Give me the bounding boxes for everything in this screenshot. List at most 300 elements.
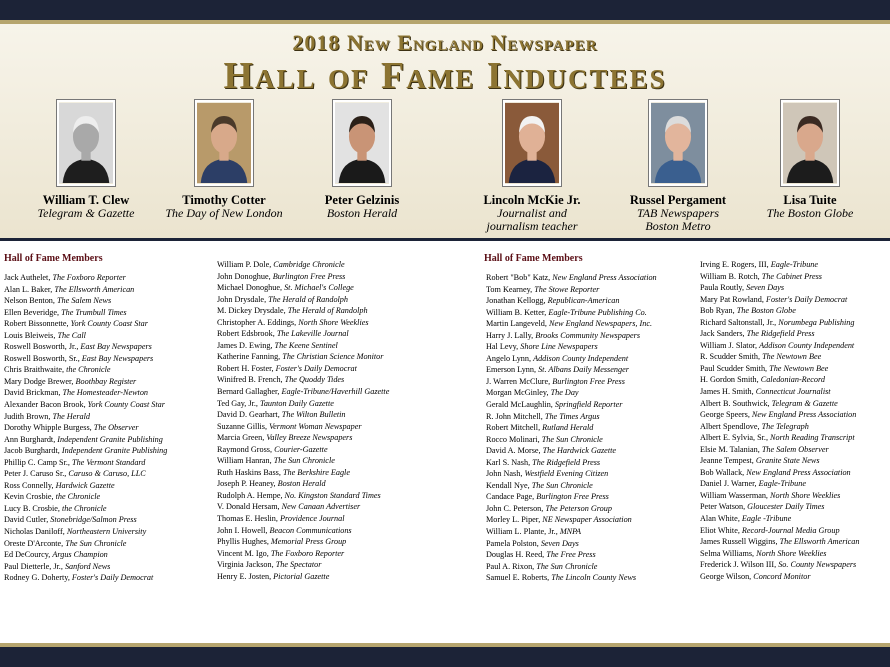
member-entry	[4, 491, 234, 503]
member-publication: York County Coast Star	[87, 400, 165, 410]
member-name: Albert B. Southwick,	[700, 398, 770, 408]
inductee-affiliation: The Boston Globe	[766, 206, 854, 220]
member-publication: Granite State News	[755, 456, 820, 466]
member-name: Ted Gay, Jr.,	[217, 398, 258, 408]
members-column-4	[700, 259, 890, 582]
member-publication: The Salem News	[57, 296, 112, 306]
member-name: David Cutler,	[4, 515, 49, 525]
member-name: John Donoghue,	[217, 271, 271, 281]
inductee-photo	[781, 100, 839, 186]
member-entry	[217, 559, 447, 571]
member-name: Chris Braithwaite,	[4, 365, 65, 375]
member-name: Bob Wallack,	[700, 467, 745, 477]
member-entry	[700, 513, 890, 525]
inductee-photo	[333, 100, 391, 186]
member-name: Nicholas Daniloff,	[4, 527, 65, 537]
inductee-name: Lincoln McKie Jr.	[483, 193, 581, 207]
member-entry	[486, 364, 716, 376]
member-entry	[700, 340, 890, 352]
member-publication: York County Coast Star	[70, 319, 148, 329]
inductee-card	[149, 100, 299, 220]
member-publication: North Shore Weeklies	[756, 548, 827, 558]
member-publication: Vermont Woman Newspaper	[269, 421, 362, 431]
member-publication: North Reading Transcript	[770, 433, 855, 443]
member-name: Robert H. Foster,	[217, 363, 274, 373]
member-name: J. Warren McClure,	[486, 376, 551, 386]
member-publication: Telegram & Gazette	[771, 398, 838, 408]
member-publication: The Wilton Bulletin	[281, 410, 346, 420]
member-entry	[217, 444, 447, 456]
member-publication: Westfield Evening Citizen	[524, 469, 609, 479]
member-publication: Eagle-Tribune	[758, 479, 806, 489]
member-name: Roswell Bosworth, Sr.,	[4, 353, 80, 363]
member-name: Ruth Haskins Bass,	[217, 467, 281, 477]
member-entry	[4, 457, 234, 469]
inductee-card	[603, 100, 753, 233]
member-entry	[486, 387, 716, 399]
member-entry	[486, 353, 716, 365]
member-publication: Shore Line Newspapers	[520, 342, 598, 352]
member-name: William L. Plante, Jr.,	[486, 527, 558, 537]
member-publication: The Sun Chronicle	[541, 434, 603, 444]
member-entry	[4, 399, 234, 411]
member-name: Henry E. Josten,	[217, 571, 272, 581]
member-publication: The Boston Globe	[736, 306, 796, 316]
member-entry	[700, 363, 890, 375]
member-publication: St. Albans Daily Messenger	[538, 365, 629, 375]
member-publication: the Chronicle	[66, 365, 111, 375]
member-name: Hal Levy,	[486, 342, 519, 352]
member-entry	[217, 501, 447, 513]
member-name: Bernard Gallagher,	[217, 387, 280, 397]
member-name: Gerald McLaughlin,	[486, 400, 553, 410]
member-name: Christopher A. Eddings,	[217, 317, 297, 327]
member-entry	[4, 307, 234, 319]
member-entry	[700, 398, 890, 410]
member-publication: The Foxboro Reporter	[52, 273, 126, 282]
member-entry	[217, 409, 447, 421]
member-entry	[217, 328, 447, 340]
member-publication: New Canaan Advertiser	[281, 502, 361, 512]
member-entry	[700, 294, 890, 306]
member-publication: Boston Herald	[277, 479, 326, 489]
member-publication: Burlington Free Press	[552, 376, 625, 386]
member-publication: The Ellsworth American	[779, 537, 860, 547]
member-entry	[486, 457, 716, 469]
member-publication: The Sun Chronicle	[531, 480, 593, 490]
member-entry	[4, 468, 234, 480]
member-publication: East Bay Newspapers	[80, 342, 152, 352]
member-publication: The Telegraph	[761, 421, 809, 431]
member-publication: Hardwick Gazette	[55, 480, 115, 490]
member-entry	[700, 455, 890, 467]
member-name: Katherine Fanning,	[217, 352, 281, 362]
member-entry	[486, 284, 716, 296]
member-publication: The Trumbull Times	[61, 307, 127, 317]
member-entry	[217, 432, 447, 444]
member-name: Bob Ryan,	[700, 306, 735, 316]
member-entry	[217, 571, 447, 583]
inductee-name: Timothy Cotter	[182, 193, 266, 207]
member-entry	[486, 503, 716, 515]
inductee-affiliation: journalism teacher	[486, 219, 578, 233]
title-line-2: Hall of Fame Inductees	[223, 55, 667, 97]
member-entry	[217, 490, 447, 502]
member-publication: The Herald	[52, 411, 90, 421]
member-publication: the Chronicle	[55, 492, 101, 502]
member-name: Virginia Jackson,	[217, 560, 274, 570]
member-name: Phyllis Hughes,	[217, 537, 269, 547]
member-publication: The Sun Chronicle	[65, 538, 127, 548]
member-entry	[700, 525, 890, 537]
member-publication: Northeastern University	[66, 527, 147, 537]
member-publication: The Herald of Randolph	[287, 306, 368, 316]
member-entry	[700, 559, 890, 571]
member-name: David A. Morse,	[486, 446, 541, 456]
member-publication: The Spectator	[275, 560, 322, 570]
member-name: Martin Langeveld,	[486, 319, 547, 329]
member-entry	[486, 561, 716, 573]
member-entry	[4, 480, 234, 492]
member-publication: Concord Monitor	[753, 571, 811, 581]
member-name: Roswell Bosworth, Jr.,	[4, 342, 79, 352]
inductee-photo	[57, 100, 115, 186]
member-entry	[217, 374, 447, 386]
member-publication: The Day	[550, 388, 579, 398]
member-name: Kevin Crosbie,	[4, 492, 54, 502]
member-publication: Republican-American	[547, 296, 620, 306]
member-publication: The Berkshire Eagle	[282, 467, 350, 477]
member-name: Angelo Lynn,	[486, 353, 532, 363]
member-publication: Record-Journal Media Group	[741, 525, 840, 535]
member-publication: The Observer	[93, 423, 139, 433]
member-name: Morgan McGinley,	[486, 388, 549, 398]
member-publication: The Hardwick Gazette	[542, 446, 616, 456]
member-name: Paul A. Rixon,	[486, 561, 535, 571]
member-name: John Nash,	[486, 469, 523, 479]
members-column-1	[4, 272, 234, 584]
inductee-affiliation: Boston Herald	[326, 206, 398, 220]
member-publication: Caledonian-Record	[760, 375, 826, 385]
member-publication: Addison County Independent	[533, 353, 629, 363]
inductee-affiliation: Boston Metro	[645, 219, 711, 233]
member-name: Suzanne Gillis,	[217, 421, 268, 431]
member-name: Emerson Lynn,	[486, 365, 537, 375]
member-name: Alan L. Baker,	[4, 284, 53, 294]
member-entry	[217, 305, 447, 317]
member-entry	[486, 572, 716, 584]
member-entry	[4, 422, 234, 434]
member-name: William B. Rotch,	[700, 271, 760, 281]
member-publication: The Quoddy Tides	[284, 375, 345, 385]
inductee-card	[735, 100, 885, 220]
member-publication: The Sun Chronicle	[273, 456, 335, 466]
member-entry	[486, 480, 716, 492]
member-name: Rocco Molinari,	[486, 434, 540, 444]
member-publication: Springfield Reporter	[554, 400, 623, 410]
member-entry	[217, 363, 447, 375]
member-publication: The Times Argus	[544, 411, 600, 421]
member-publication: Gloucester Daily Times	[747, 502, 825, 512]
member-publication: The Sun Chronicle	[536, 561, 598, 571]
member-entry	[700, 259, 890, 271]
member-name: Douglas H. Reed,	[486, 550, 545, 560]
member-publication: The Keene Sentinel	[274, 340, 338, 350]
member-name: Alexander Bacon Brook,	[4, 400, 86, 410]
member-entry	[486, 549, 716, 561]
member-entry	[700, 409, 890, 421]
member-entry	[486, 399, 716, 411]
member-entry	[217, 467, 447, 479]
member-entry	[486, 307, 716, 319]
member-publication: The Stowe Reporter	[534, 284, 600, 294]
member-entry	[4, 318, 234, 330]
member-entry	[217, 525, 447, 537]
member-name: George Speers,	[700, 410, 750, 420]
member-entry	[217, 548, 447, 560]
member-entry	[486, 468, 716, 480]
member-name: Ed DeCourcy,	[4, 550, 51, 560]
member-name: M. Dickey Drysdale,	[217, 306, 286, 316]
member-publication: Independent Granite Publishing	[61, 446, 168, 456]
member-name: Raymond Gross,	[217, 444, 273, 454]
inductee-card	[287, 100, 437, 220]
member-entry	[700, 421, 890, 433]
member-name: Tom Kearney,	[486, 284, 533, 294]
member-publication: Memorial Press Group	[270, 537, 347, 547]
member-entry	[700, 271, 890, 283]
inductee-affiliation: Telegram & Gazette	[37, 206, 135, 220]
member-publication: Cambridge Chronicle	[273, 260, 345, 269]
member-name: Albert E. Sylvia, Sr.,	[700, 433, 768, 443]
member-publication: East Bay Newspapers	[81, 353, 154, 363]
member-entry	[700, 282, 890, 294]
member-entry	[486, 434, 716, 446]
member-entry	[217, 259, 447, 271]
member-publication: Addison County Independent	[759, 340, 855, 350]
member-publication: Courier-Gazette	[274, 444, 328, 454]
member-entry	[4, 572, 234, 584]
member-name: R. John Mitchell,	[486, 411, 543, 421]
member-entry	[700, 328, 890, 340]
member-name: Jack Sanders,	[700, 329, 745, 339]
member-entry	[486, 295, 716, 307]
member-name: John C. Peterson,	[486, 503, 544, 513]
member-entry	[486, 422, 716, 434]
member-name: Samuel E. Roberts,	[486, 573, 550, 583]
member-entry	[700, 305, 890, 317]
member-publication: Argus Champion	[52, 550, 108, 560]
member-publication: Seven Days	[746, 283, 785, 293]
member-entry	[217, 536, 447, 548]
inductee-affiliation: The Day of New London	[165, 206, 283, 220]
member-name: James H. Smith,	[700, 387, 754, 397]
member-name: Irving E. Rogers, III,	[700, 260, 769, 269]
member-entry	[4, 445, 234, 457]
member-entry	[217, 398, 447, 410]
member-name: Dorothy Whipple Burgess,	[4, 423, 92, 433]
member-entry	[700, 478, 890, 490]
member-name: Lucy B. Crosbie,	[4, 503, 60, 513]
member-name: Harry J. Lally,	[486, 330, 534, 340]
member-publication: Connecticut Journalist	[755, 387, 831, 397]
member-publication: North Shore Weeklies	[298, 317, 369, 327]
member-entry	[700, 374, 890, 386]
inductee-photo	[503, 100, 561, 186]
member-name: Jacob Burghardt,	[4, 446, 60, 456]
members-heading-left: Hall of Fame Members	[4, 253, 103, 264]
member-name: William Wasserman,	[700, 490, 768, 500]
member-name: Thomas E. Heslin,	[217, 514, 278, 524]
member-entry	[486, 376, 716, 388]
member-publication: The Call	[57, 330, 86, 340]
member-entry	[700, 571, 890, 583]
member-name: Paul Scudder Smith,	[700, 363, 768, 373]
member-publication: MNPA	[559, 527, 582, 537]
member-entry	[486, 445, 716, 457]
member-name: V. Donald Hersam,	[217, 502, 280, 512]
member-entry	[700, 467, 890, 479]
member-entry	[217, 455, 447, 467]
member-name: Ross Connelly,	[4, 480, 54, 490]
member-publication: The Ridgefield Press	[532, 457, 601, 467]
member-name: H. Gordon Smith,	[700, 375, 759, 385]
member-name: George Wilson,	[700, 571, 752, 581]
member-entry	[4, 295, 234, 307]
member-entry	[486, 411, 716, 423]
member-name: Jeanne Tempest,	[700, 456, 754, 466]
member-entry	[486, 491, 716, 503]
member-publication: Foster's Daily Democrat	[765, 294, 848, 304]
member-name: Oreste D'Arconte,	[4, 538, 64, 548]
member-name: Frederick J. Wilson III,	[700, 560, 777, 570]
member-publication: Foster's Daily Democrat	[71, 573, 154, 583]
member-entry	[217, 478, 447, 490]
member-name: William Hanran,	[217, 456, 272, 466]
member-entry	[4, 434, 234, 446]
members-heading-right: Hall of Fame Members	[484, 253, 583, 264]
member-publication: The Lakeville Journal	[276, 329, 349, 339]
member-entry	[217, 317, 447, 329]
member-name: Louis Bleiweis,	[4, 330, 56, 340]
member-name: Jonathan Kellogg,	[486, 296, 546, 306]
top-navy-band	[0, 0, 890, 20]
member-publication: The Foxboro Reporter	[270, 548, 345, 558]
member-publication: The Lincoln County News	[551, 573, 637, 583]
member-publication: the Chronicle	[62, 503, 107, 513]
member-publication: The Ridgefield Press	[746, 329, 815, 339]
member-publication: New England Press Association	[751, 410, 857, 420]
member-publication: New England Newspapers, Inc.	[548, 319, 653, 329]
member-entry	[217, 421, 447, 433]
member-publication: New England Press Association	[746, 467, 851, 477]
member-publication: Eagle-Tribune/Haverhill Gazette	[281, 387, 390, 397]
member-name: Phillip C. Camp Sr.,	[4, 457, 70, 467]
member-name: Paula Routly,	[700, 283, 745, 293]
member-entry	[700, 351, 890, 363]
member-name: Paul Dietterle, Jr.,	[4, 561, 63, 571]
member-publication: Norumbega Publishing	[778, 317, 855, 327]
member-publication: St. Michael's College	[284, 283, 354, 293]
member-name: Judith Brown,	[4, 411, 51, 421]
member-name: Ann Burghardt,	[4, 434, 56, 444]
members-column-3	[486, 272, 716, 584]
member-name: William B. Ketter,	[486, 307, 547, 317]
member-entry	[700, 386, 890, 398]
member-publication: No. Kingston Standard Times	[284, 490, 381, 500]
member-entry	[4, 341, 234, 353]
member-name: Rodney G. Doherty,	[4, 573, 70, 583]
member-name: Peter J. Caruso Sr.,	[4, 469, 67, 479]
member-entry	[4, 272, 234, 284]
member-publication: Eagle -Tribune	[741, 514, 792, 524]
member-name: Marcia Green,	[217, 433, 265, 443]
member-entry	[4, 330, 234, 342]
inductee-photo	[195, 100, 253, 186]
member-entry	[486, 514, 716, 526]
member-entry	[4, 549, 234, 561]
member-name: Ellen Beveridge,	[4, 307, 60, 317]
member-entry	[486, 526, 716, 538]
member-name: Alan White,	[700, 514, 740, 524]
member-publication: Rutland Herald	[542, 423, 594, 433]
member-publication: Pictorial Gazette	[273, 571, 330, 581]
member-entry	[700, 317, 890, 329]
member-name: Peter Watson,	[700, 502, 746, 512]
member-entry	[217, 340, 447, 352]
member-entry	[217, 294, 447, 306]
inductee-name: William T. Clew	[42, 193, 130, 207]
member-name: Robert "Bob" Katz,	[486, 273, 551, 282]
member-name: Morley L. Piper,	[486, 515, 541, 525]
member-entry	[217, 351, 447, 363]
member-entry	[486, 318, 716, 330]
member-entry	[700, 536, 890, 548]
member-publication: NE Newspaper Association	[542, 515, 632, 525]
member-name: Joseph P. Heaney,	[217, 479, 276, 489]
member-name: Mary Pat Rowland,	[700, 294, 764, 304]
inductee-card	[457, 100, 607, 233]
member-name: R. Scudder Smith,	[700, 352, 761, 362]
member-name: Jack Authelet,	[4, 273, 51, 282]
member-entry	[4, 376, 234, 388]
member-publication: Caruso & Caruso, LLC	[68, 469, 146, 479]
member-publication: Independent Granite Publishing	[57, 434, 163, 444]
member-entry	[217, 513, 447, 525]
member-entry	[4, 364, 234, 376]
member-name: Albert Spendlove,	[700, 421, 760, 431]
member-publication: Taunton Daily Gazette	[260, 398, 334, 408]
member-publication: Eagle-Tribune	[770, 260, 819, 269]
member-name: James D. Ewing,	[217, 340, 273, 350]
member-publication: The Ellsworth American	[54, 284, 135, 294]
member-publication: The Homesteader-Newton	[62, 388, 149, 398]
member-name: Rudolph A. Hempe,	[217, 490, 283, 500]
member-entry	[700, 548, 890, 560]
member-publication: The Free Press	[546, 550, 596, 560]
member-publication: Providence Journal	[280, 514, 345, 524]
inductee-photo	[649, 100, 707, 186]
member-entry	[700, 444, 890, 456]
member-publication: Seven Days	[540, 538, 579, 548]
member-entry	[700, 432, 890, 444]
header-panel	[0, 24, 890, 241]
member-publication: Eagle-Tribune Publishing Co.	[548, 307, 647, 317]
member-name: John I. Howell,	[217, 525, 268, 535]
member-publication: Valley Breeze Newspapers	[266, 433, 353, 443]
member-publication: The Newtown Bee	[762, 352, 822, 362]
member-name: David D. Gearhart,	[217, 410, 280, 420]
